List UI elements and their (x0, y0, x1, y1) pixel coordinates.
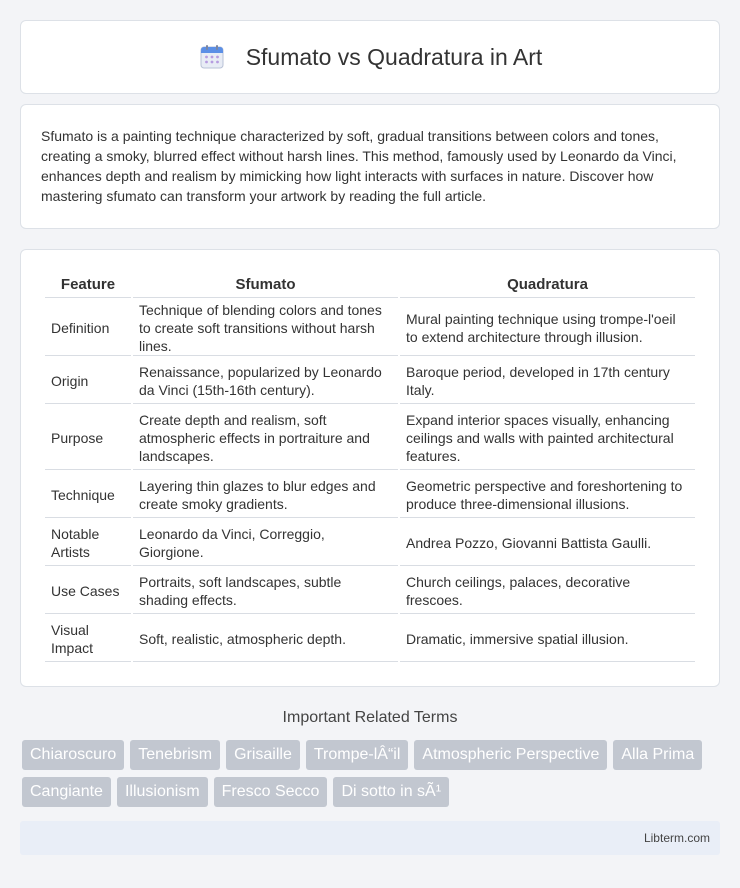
page-title: Sfumato vs Quadratura in Art (245, 43, 543, 70)
term-tag[interactable]: Chiaroscuro (22, 740, 124, 770)
table-row (45, 472, 695, 518)
table-row (45, 568, 695, 614)
header-quadratura: Quadratura (400, 272, 695, 298)
intro-card (20, 104, 720, 229)
cell-quadratura: Dramatic, immersive spatial illusion. (400, 616, 695, 662)
cell-feature: Use Cases (45, 568, 131, 614)
cell-feature: Purpose (45, 406, 131, 470)
term-tag[interactable]: Trompe-lÂ“il (306, 740, 409, 770)
header-sfumato: Sfumato (133, 272, 398, 298)
term-tag[interactable]: Atmospheric Perspective (414, 740, 607, 770)
term-tag[interactable]: Fresco Secco (214, 777, 328, 807)
intro-text: Sfumato is a painting technique characterized by soft, gradual transitions between colors and tones, creating a smoky, blurred effect without harsh lines. This method, famously used by Leonardo da Vinci, enhances depth and realism by mimicking how light interacts with surfaces in nature. Discover how mastering sfumato can transform your artwork by reading the full article. (41, 128, 677, 204)
cell-feature: Origin (45, 358, 131, 404)
term-tag[interactable]: Illusionism (117, 777, 208, 807)
calendar-icon (198, 43, 226, 71)
term-tag[interactable]: Di sotto in sÃ¹ (333, 777, 449, 807)
table-row (45, 406, 695, 470)
cell-quadratura: Baroque period, developed in 17th century Italy. (400, 358, 695, 404)
comparison-table (43, 270, 697, 664)
cell-sfumato: Create depth and realism, soft atmospheric effects in portraiture and landscapes. (133, 406, 398, 470)
cell-sfumato: Technique of blending colors and tones to create soft transitions without harsh lines. (133, 300, 398, 356)
cell-quadratura: Church ceilings, palaces, decorative frescoes. (400, 568, 695, 614)
cell-sfumato: Renaissance, popularized by Leonardo da Vinci (15th-16th century). (133, 358, 398, 404)
term-tag[interactable]: Grisaille (226, 740, 300, 770)
cell-quadratura: Mural painting technique using trompe-l'oeil to extend architecture through illusion. (400, 300, 695, 356)
cell-sfumato: Portraits, soft landscapes, subtle shading effects. (133, 568, 398, 614)
title-card (20, 20, 720, 94)
comparison-card (20, 249, 720, 687)
cell-sfumato: Leonardo da Vinci, Correggio, Giorgione. (133, 520, 398, 566)
related-terms-title: Important Related Terms (282, 709, 458, 726)
table-row (45, 358, 695, 404)
header-feature: Feature (45, 272, 131, 298)
cell-sfumato: Soft, realistic, atmospheric depth. (133, 616, 398, 662)
cell-quadratura: Geometric perspective and foreshortening to produce three-dimensional illusions. (400, 472, 695, 518)
cell-feature: Technique (45, 472, 131, 518)
related-terms-list (22, 740, 718, 814)
table-row (45, 300, 695, 356)
table-row (45, 520, 695, 566)
cell-quadratura: Andrea Pozzo, Giovanni Battista Gaulli. (400, 520, 695, 566)
cell-sfumato: Layering thin glazes to blur edges and create smoky gradients. (133, 472, 398, 518)
term-tag[interactable]: Alla Prima (613, 740, 702, 770)
term-tag[interactable]: Cangiante (22, 777, 111, 807)
cell-feature: Notable Artists (45, 520, 131, 566)
footer (20, 821, 720, 855)
cell-feature: Definition (45, 300, 131, 356)
term-tag[interactable]: Tenebrism (130, 740, 220, 770)
table-row (45, 616, 695, 662)
table-header-row (45, 272, 695, 298)
footer-brand-link[interactable]: Libterm.com (643, 831, 710, 845)
cell-feature: Visual Impact (45, 616, 131, 662)
cell-quadratura: Expand interior spaces visually, enhancing ceilings and walls with painted architectural features. (400, 406, 695, 470)
